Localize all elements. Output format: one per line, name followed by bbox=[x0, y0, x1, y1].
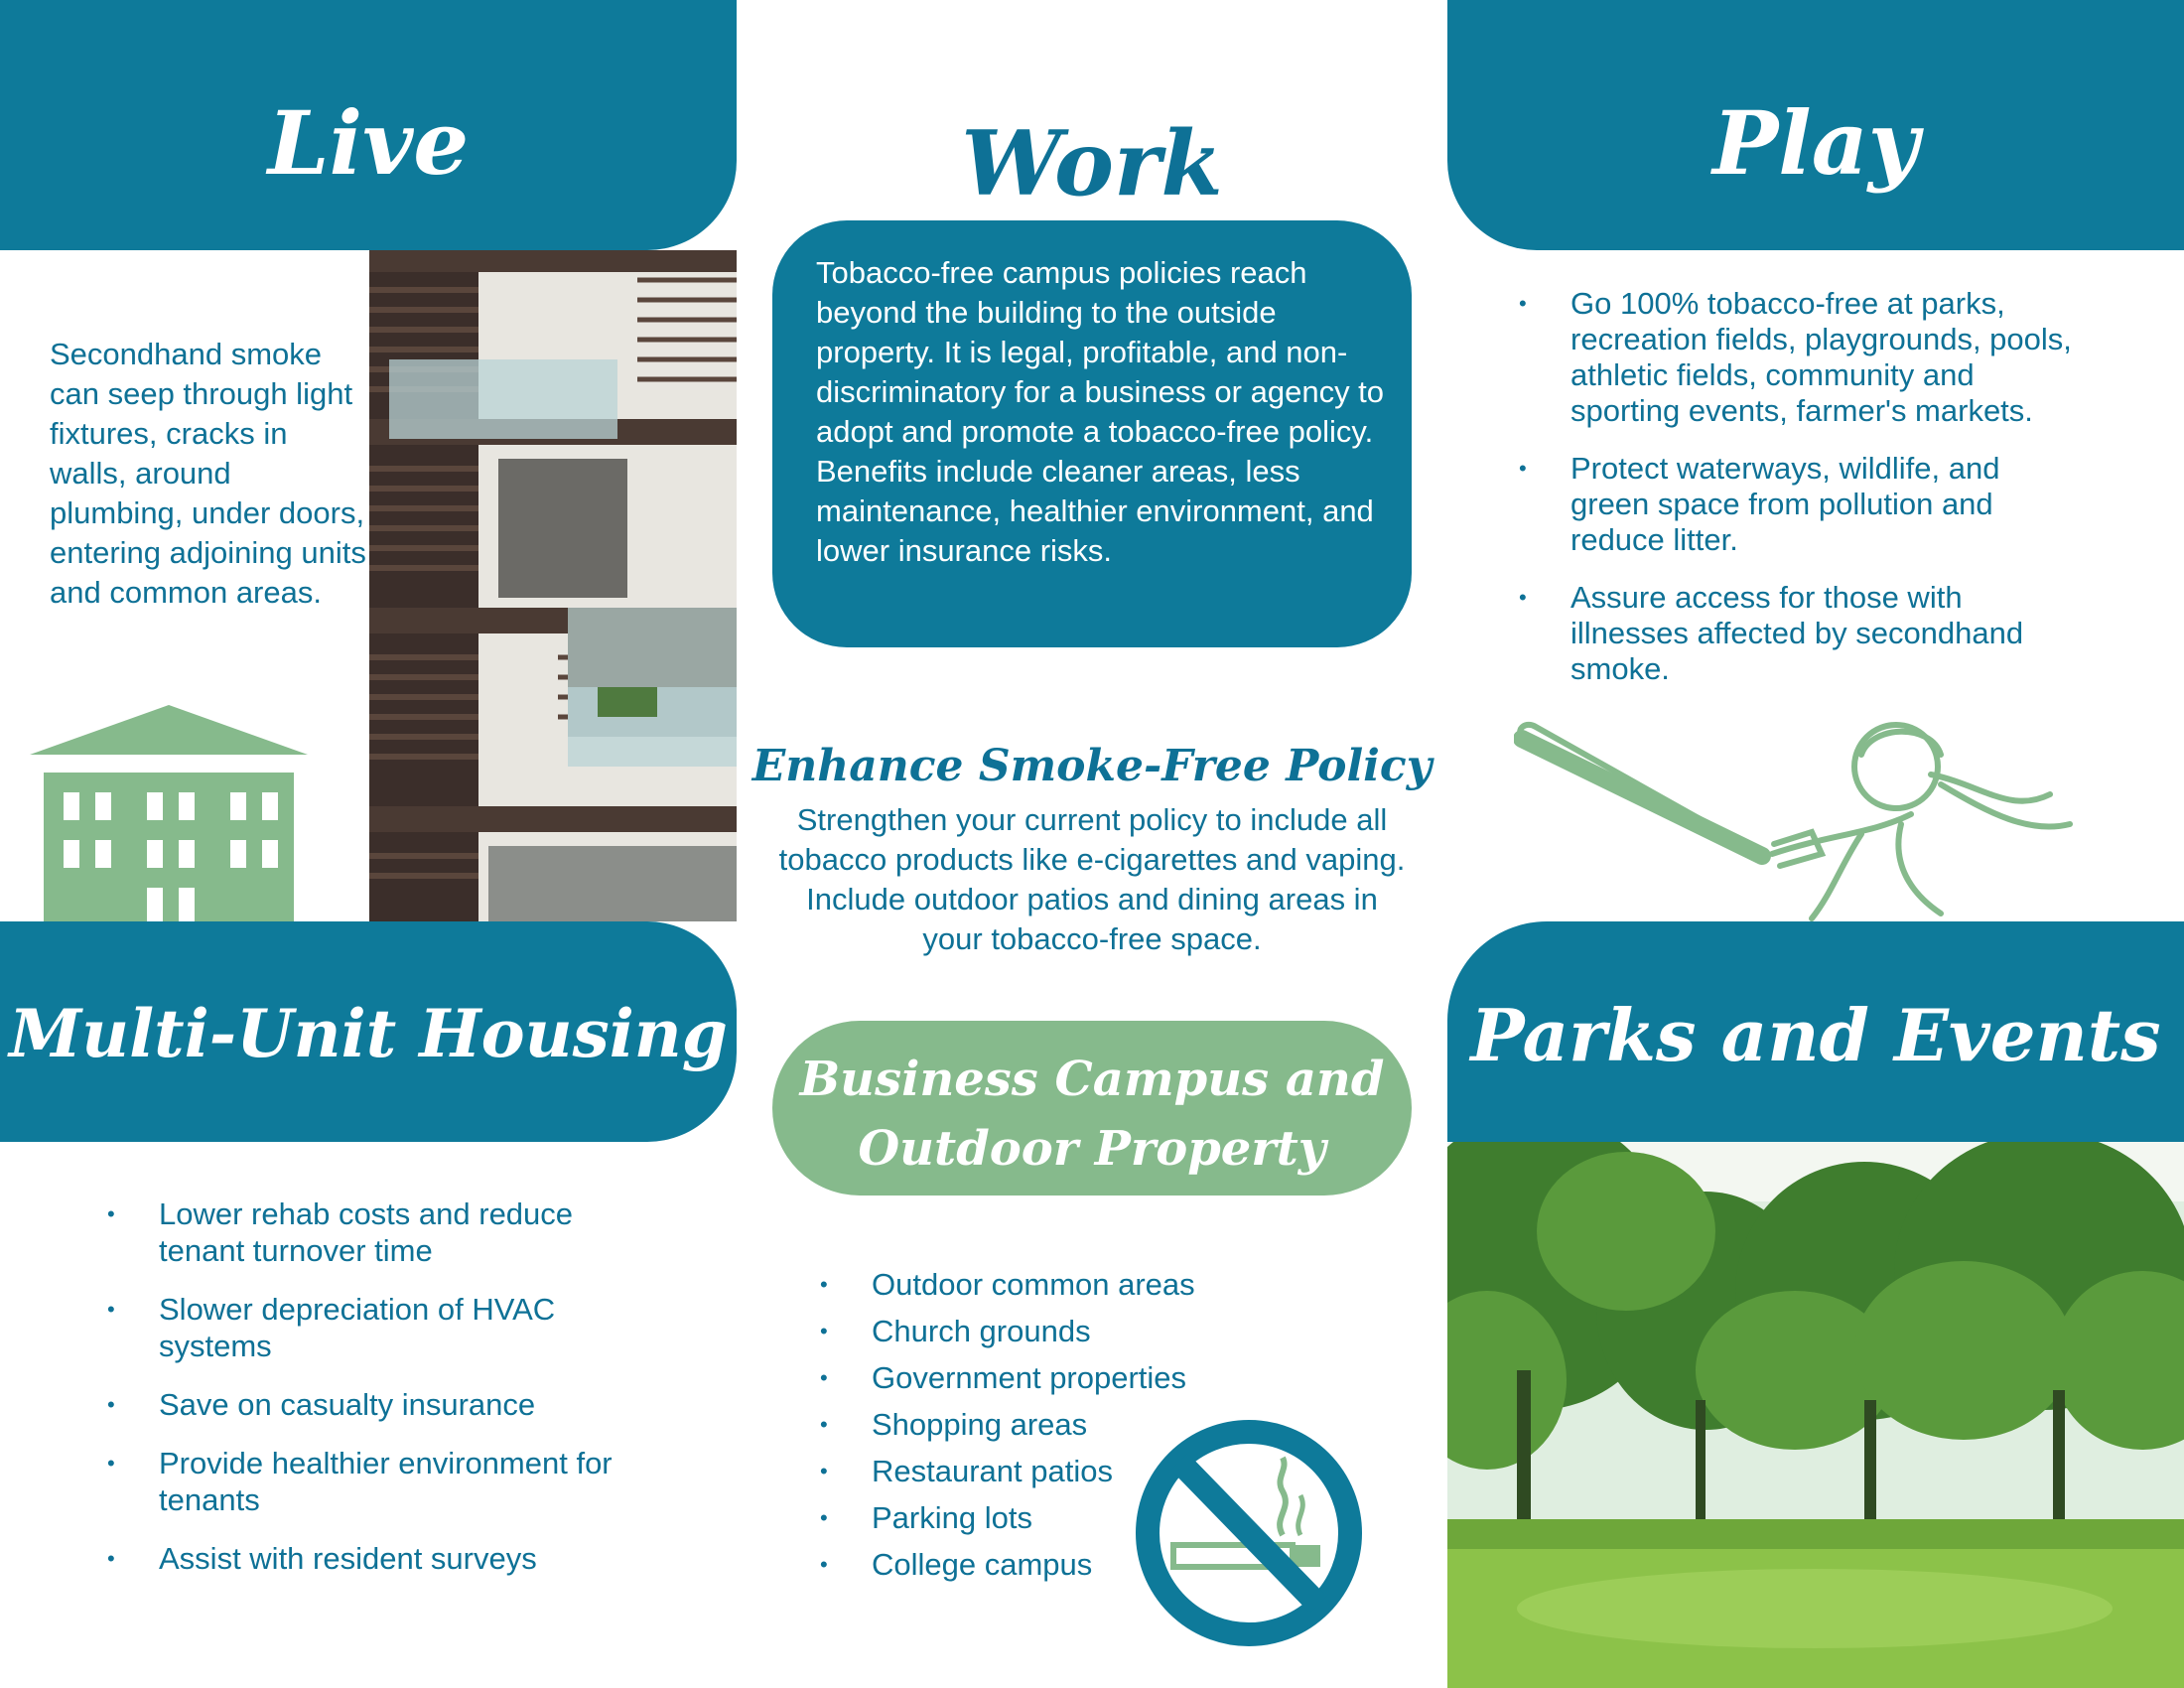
list-item: • Government properties bbox=[820, 1354, 1336, 1401]
enhance-description: Strengthen your current policy to include all tobacco products like e-cigarettes and vaping. Include outdoor patios and dining areas in your tobacco-free space. bbox=[778, 802, 1406, 956]
list-item: • College campus bbox=[820, 1541, 1336, 1588]
list-item: • Slower depreciation of HVAC systems bbox=[107, 1291, 663, 1364]
list-item: • Assure access for those with illnesses affected by secondhand smoke. bbox=[1519, 580, 2075, 687]
no-smoking-icon bbox=[1134, 1418, 1364, 1648]
business-title bbox=[772, 1045, 1412, 1184]
list-item: • Protect waterways, wildlife, and green space from pollution and reduce litter. bbox=[1519, 451, 2075, 558]
live-description: Secondhand smoke can seep through light fixtures, cracks in walls, around plumbing, under doors, entering adjoining units and common areas. bbox=[50, 337, 366, 610]
list-item: • Provide healthier environment for tenants bbox=[107, 1445, 663, 1518]
list-item: • Go 100% tobacco-free at parks, recreation fields, playgrounds, pools, athletic fields, community and sporting events, farmer's markets. bbox=[1519, 286, 2075, 429]
multi-unit-list bbox=[107, 1196, 663, 1599]
list-item: • Assist with resident surveys bbox=[107, 1540, 663, 1577]
list-item: • Save on casualty insurance bbox=[107, 1386, 663, 1423]
enhance-title: Enhance Smoke-Free Policy bbox=[751, 741, 1433, 791]
list-item: • Church grounds bbox=[820, 1308, 1336, 1354]
business-title-line1: Business Campus and bbox=[799, 1052, 1385, 1107]
apartment-balconies-photo bbox=[369, 250, 737, 921]
building-icon bbox=[28, 703, 310, 921]
list-item: • Outdoor common areas bbox=[820, 1261, 1336, 1308]
work-title: Work bbox=[961, 111, 1223, 216]
park-trees-photo bbox=[1447, 1142, 2184, 1688]
play-title: Play bbox=[1712, 91, 1919, 195]
softball-batter-icon bbox=[1514, 715, 2110, 923]
list-item: • Lower rehab costs and reduce tenant turnover time bbox=[107, 1196, 663, 1269]
work-description: Tobacco-free campus policies reach beyond the building to the outside property. It is legal, profitable, and non-discriminatory for a business or agency to adopt and promote a tobacco-free policy. Benefits include cleaner areas, less maintenance, healthier environment, and lower insurance risks. bbox=[816, 255, 1385, 568]
business-title-line2: Outdoor Property bbox=[858, 1121, 1326, 1177]
list-item: • Parking lots bbox=[820, 1494, 1336, 1541]
list-item: • Shopping areas bbox=[820, 1401, 1336, 1448]
play-list bbox=[1519, 286, 2075, 709]
list-item: • Restaurant patios bbox=[820, 1448, 1336, 1494]
parks-events-title: Parks and Events bbox=[1470, 993, 2161, 1077]
live-title: Live bbox=[267, 91, 470, 195]
multi-unit-title: Multi-Unit Housing bbox=[9, 995, 728, 1072]
